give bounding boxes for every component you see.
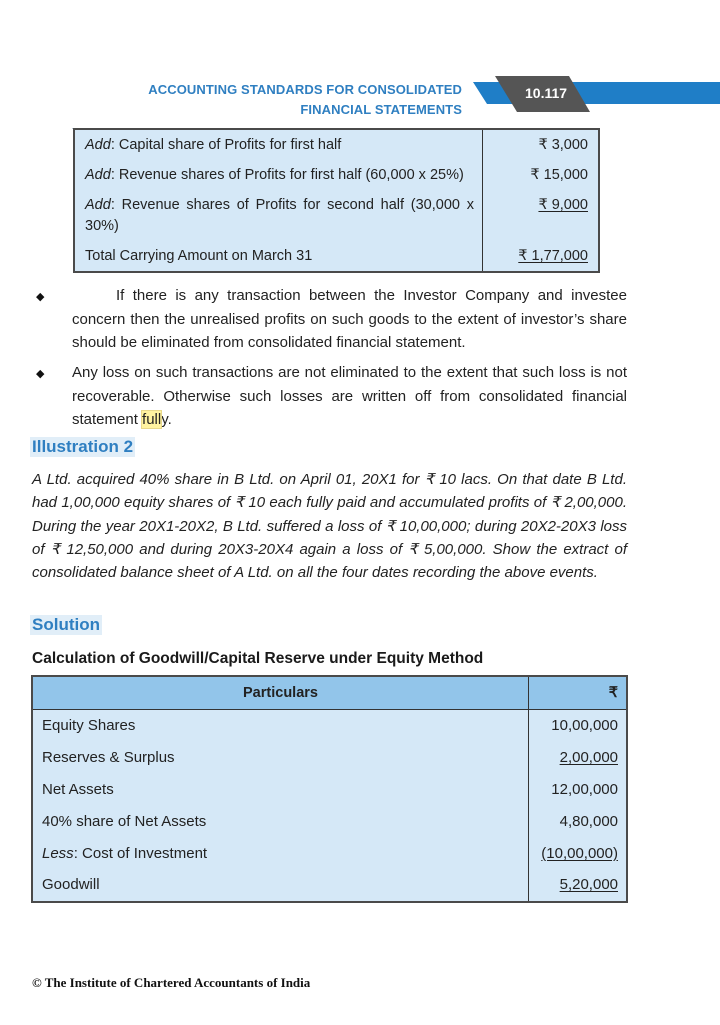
table-header-row: [32, 676, 627, 710]
table-row: [32, 805, 627, 837]
row-amount: 4,80,000: [529, 805, 628, 837]
table-row: [32, 837, 627, 869]
table-row: [74, 160, 599, 190]
goodwill-table: [31, 675, 628, 903]
row-label: 40% share of Net Assets: [42, 812, 207, 830]
row-label: [74, 190, 483, 241]
copyright-footer: © The Institute of Chartered Accountants of India: [32, 975, 311, 990]
row-amount: ₹ 15,000: [483, 160, 600, 190]
calculation-heading: Calculation of Goodwill/Capital Reserve under Equity Method: [32, 650, 484, 667]
chapter-title-line2: FINANCIAL STATEMENTS: [300, 102, 462, 117]
illustration-heading: Illustration 2: [32, 437, 134, 456]
solution-heading: Solution: [32, 615, 100, 634]
amount-value: (10,00,000): [541, 844, 618, 862]
amount-value: 5,20,000: [559, 876, 618, 894]
row-amount: [483, 241, 600, 272]
row-prefix: Add: [85, 137, 111, 153]
column-header-rupee: ₹: [529, 676, 628, 710]
row-amount: 12,00,000: [529, 774, 628, 806]
row-label: Equity Shares: [42, 717, 136, 735]
row-label: Goodwill: [42, 876, 100, 894]
row-text: : Revenue shares of Profits for second half (30,000 x 30%): [85, 197, 474, 234]
bullet-text-end: y.: [161, 411, 172, 428]
amount-value: ₹ 9,000: [538, 197, 588, 213]
table-row: [32, 742, 627, 774]
amount-value: 2,00,000: [559, 749, 618, 767]
highlighted-word[interactable]: full: [142, 411, 162, 428]
table-row-total: [74, 241, 599, 272]
row-label: [32, 837, 529, 869]
table-row: [32, 774, 627, 806]
row-text: : Capital share of Profits for first half: [110, 137, 342, 153]
bullet-diamond-icon: ◆: [36, 290, 45, 303]
row-amount: [483, 190, 600, 241]
row-amount: [529, 837, 628, 869]
table-row: [74, 190, 599, 241]
row-label: Reserves & Surplus: [42, 749, 175, 767]
illustration-text: A Ltd. acquired 40% share in B Ltd. on April 01, 20X1 for ₹ 10 lacs. On that date B Ltd. had 1,00,000 equity shares of ₹ 10 each fully paid and accumulated profits of ₹ 2,00,000. During the year 20X1-20X2, B Ltd. suffered a loss of ₹ 10,00,000; during 20X2-20X3 loss of ₹ 12,50,000 and during 20X3-20X4 again a loss of ₹ 5,00,000. Show the extract of consolidated balance sheet of A Ltd. on all the four dates recording the above events.: [32, 471, 627, 582]
row-text: Total Carrying Amount on March 31: [85, 248, 313, 264]
row-prefix: Add: [85, 167, 111, 183]
row-amount: 10,00,000: [529, 710, 628, 742]
row-amount: ₹ 3,000: [483, 129, 600, 160]
row-prefix: Add: [85, 197, 111, 213]
row-label: [74, 129, 483, 160]
bullet-text: Any loss on such transactions are not eliminated to the extent that such loss is not recoverable. Otherwise such losses are written off from consolidated financial statement: [72, 364, 627, 428]
page-number: 10.117: [525, 85, 568, 101]
row-prefix: Less: [42, 844, 74, 862]
row-label: [74, 241, 483, 272]
table-row-total: [32, 869, 627, 902]
header-band-shape: [473, 74, 720, 114]
row-amount: [529, 742, 628, 774]
bullet-diamond-icon: ◆: [36, 367, 45, 380]
table-row: [32, 710, 627, 742]
row-amount: [529, 869, 628, 902]
amount-value: ₹ 1,77,000: [518, 248, 588, 264]
table-row: [74, 129, 599, 160]
chapter-title-line1: ACCOUNTING STANDARDS FOR CONSOLIDATED: [148, 82, 462, 97]
row-text: : Cost of Investment: [73, 844, 208, 862]
column-header-particulars: Particulars: [32, 676, 529, 710]
carrying-amount-table: [73, 128, 600, 273]
row-text: : Revenue shares of Profits for first half (60,000 x 25%): [110, 167, 464, 183]
row-label: [74, 160, 483, 190]
chapter-title: [100, 80, 462, 120]
bullet-paragraph-2: [72, 361, 627, 432]
row-label: Net Assets: [42, 780, 114, 798]
page-number-band: [473, 82, 720, 105]
bullet-paragraph-1: If there is any transaction between the Investor Company and investee concern then the unrealised profits on such goods to the extent of investor’s share should be eliminated from consolidated financial statement.: [72, 287, 627, 351]
